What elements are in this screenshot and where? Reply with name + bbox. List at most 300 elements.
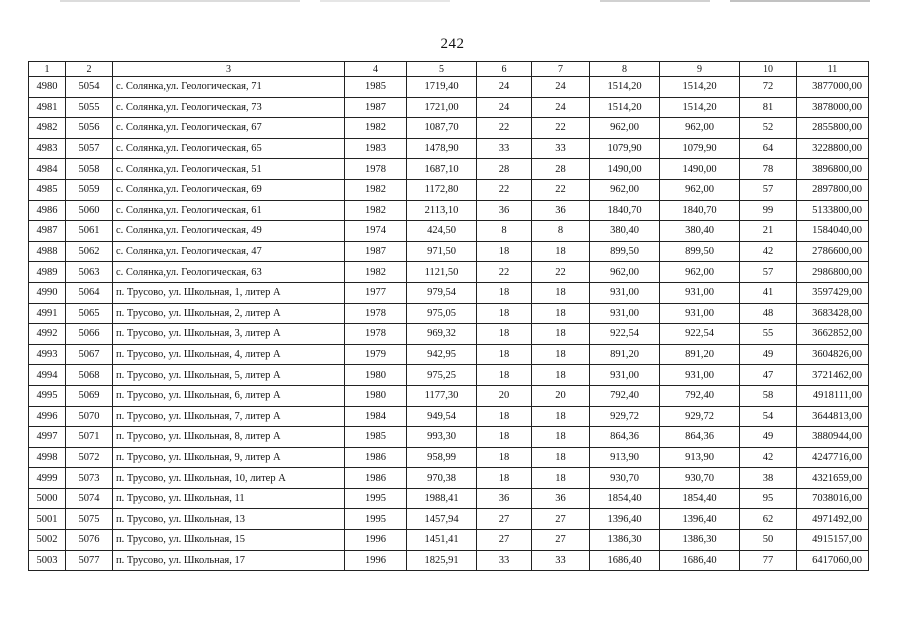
scan-artifact [730, 0, 870, 2]
column-9-value-cell: 792,40 [660, 385, 740, 406]
year-built-cell: 1982 [345, 179, 407, 200]
column-9-value-cell: 1386,30 [660, 530, 740, 551]
address-cell: с. Солянка,ул. Геологическая, 49 [113, 221, 345, 242]
total-area-cell: 1177,30 [407, 385, 477, 406]
year-built-cell: 1983 [345, 138, 407, 159]
column-8-value-cell: 913,90 [590, 447, 660, 468]
column-6-value-cell: 33 [477, 138, 532, 159]
total-area-cell: 1825,91 [407, 550, 477, 571]
column-9-value-cell: 1686,40 [660, 550, 740, 571]
cost-value-cell: 3662852,00 [797, 324, 869, 345]
column-6-value-cell: 18 [477, 303, 532, 324]
year-built-cell: 1977 [345, 282, 407, 303]
column-9-value-cell: 899,50 [660, 241, 740, 262]
cost-value-cell: 4971492,00 [797, 509, 869, 530]
address-cell: п. Трусово, ул. Школьная, 15 [113, 530, 345, 551]
table-row [29, 118, 869, 139]
column-8-value-cell: 864,36 [590, 427, 660, 448]
column-9-value-cell: 913,90 [660, 447, 740, 468]
column-6-value-cell: 22 [477, 118, 532, 139]
registry-number-cell: 5072 [66, 447, 113, 468]
column-7-value-cell: 33 [532, 138, 590, 159]
column-10-value-cell: 50 [740, 530, 797, 551]
column-10-value-cell: 49 [740, 344, 797, 365]
column-10-value-cell: 57 [740, 262, 797, 283]
column-7-value-cell: 36 [532, 200, 590, 221]
column-header-9: 9 [660, 62, 740, 77]
year-built-cell: 1995 [345, 509, 407, 530]
table-row [29, 447, 869, 468]
column-8-value-cell: 962,00 [590, 179, 660, 200]
table-row [29, 262, 869, 283]
column-6-value-cell: 18 [477, 447, 532, 468]
column-10-value-cell: 42 [740, 447, 797, 468]
year-built-cell: 1987 [345, 97, 407, 118]
column-8-value-cell: 931,00 [590, 365, 660, 386]
column-8-value-cell: 922,54 [590, 324, 660, 345]
table-row [29, 138, 869, 159]
column-6-value-cell: 27 [477, 530, 532, 551]
column-9-value-cell: 380,40 [660, 221, 740, 242]
table-row [29, 468, 869, 489]
column-9-value-cell: 962,00 [660, 118, 740, 139]
column-8-value-cell: 1079,90 [590, 138, 660, 159]
address-cell: п. Трусово, ул. Школьная, 8, литер А [113, 427, 345, 448]
row-index-cell: 4988 [29, 241, 66, 262]
address-cell: с. Солянка,ул. Геологическая, 71 [113, 77, 345, 98]
address-cell: с. Солянка,ул. Геологическая, 47 [113, 241, 345, 262]
column-8-value-cell: 380,40 [590, 221, 660, 242]
cost-value-cell: 3721462,00 [797, 365, 869, 386]
cost-value-cell: 3644813,00 [797, 406, 869, 427]
page-number: 242 [440, 36, 465, 52]
registry-number-cell: 5068 [66, 365, 113, 386]
column-7-value-cell: 18 [532, 447, 590, 468]
row-index-cell: 5002 [29, 530, 66, 551]
table-row [29, 97, 869, 118]
registry-number-cell: 5056 [66, 118, 113, 139]
table-row [29, 427, 869, 448]
row-index-cell: 4982 [29, 118, 66, 139]
address-cell: п. Трусово, ул. Школьная, 5, литер А [113, 365, 345, 386]
column-10-value-cell: 62 [740, 509, 797, 530]
registry-number-cell: 5076 [66, 530, 113, 551]
column-6-value-cell: 20 [477, 385, 532, 406]
registry-number-cell: 5060 [66, 200, 113, 221]
year-built-cell: 1986 [345, 447, 407, 468]
registry-number-cell: 5063 [66, 262, 113, 283]
registry-number-cell: 5073 [66, 468, 113, 489]
year-built-cell: 1978 [345, 324, 407, 345]
table-row [29, 179, 869, 200]
column-8-value-cell: 930,70 [590, 468, 660, 489]
cost-value-cell: 6417060,00 [797, 550, 869, 571]
column-header-5: 5 [407, 62, 477, 77]
row-index-cell: 4997 [29, 427, 66, 448]
row-index-cell: 4994 [29, 365, 66, 386]
address-cell: п. Трусово, ул. Школьная, 10, литер А [113, 468, 345, 489]
address-cell: п. Трусово, ул. Школьная, 13 [113, 509, 345, 530]
registry-number-cell: 5058 [66, 159, 113, 180]
total-area-cell: 975,25 [407, 365, 477, 386]
column-7-value-cell: 33 [532, 550, 590, 571]
cost-value-cell: 4915157,00 [797, 530, 869, 551]
year-built-cell: 1986 [345, 468, 407, 489]
column-8-value-cell: 962,00 [590, 118, 660, 139]
cost-value-cell: 3878000,00 [797, 97, 869, 118]
column-7-value-cell: 28 [532, 159, 590, 180]
column-10-value-cell: 21 [740, 221, 797, 242]
total-area-cell: 1087,70 [407, 118, 477, 139]
row-index-cell: 4989 [29, 262, 66, 283]
address-cell: п. Трусово, ул. Школьная, 9, литер А [113, 447, 345, 468]
address-cell: с. Солянка,ул. Геологическая, 69 [113, 179, 345, 200]
column-10-value-cell: 99 [740, 200, 797, 221]
column-9-value-cell: 1514,20 [660, 97, 740, 118]
row-index-cell: 5001 [29, 509, 66, 530]
row-index-cell: 4980 [29, 77, 66, 98]
table-row [29, 303, 869, 324]
column-6-value-cell: 24 [477, 77, 532, 98]
column-9-value-cell: 1840,70 [660, 200, 740, 221]
column-7-value-cell: 18 [532, 427, 590, 448]
column-8-value-cell: 792,40 [590, 385, 660, 406]
column-6-value-cell: 8 [477, 221, 532, 242]
total-area-cell: 1478,90 [407, 138, 477, 159]
column-8-value-cell: 1854,40 [590, 488, 660, 509]
registry-number-cell: 5054 [66, 77, 113, 98]
year-built-cell: 1978 [345, 303, 407, 324]
registry-number-cell: 5070 [66, 406, 113, 427]
year-built-cell: 1974 [345, 221, 407, 242]
total-area-cell: 1988,41 [407, 488, 477, 509]
address-cell: с. Солянка,ул. Геологическая, 61 [113, 200, 345, 221]
column-8-value-cell: 899,50 [590, 241, 660, 262]
year-built-cell: 1980 [345, 365, 407, 386]
column-6-value-cell: 27 [477, 509, 532, 530]
column-header-7: 7 [532, 62, 590, 77]
column-7-value-cell: 22 [532, 179, 590, 200]
address-cell: с. Солянка,ул. Геологическая, 51 [113, 159, 345, 180]
column-9-value-cell: 1490,00 [660, 159, 740, 180]
total-area-cell: 971,50 [407, 241, 477, 262]
column-7-value-cell: 22 [532, 118, 590, 139]
column-header-2: 2 [66, 62, 113, 77]
column-9-value-cell: 1396,40 [660, 509, 740, 530]
cost-value-cell: 3597429,00 [797, 282, 869, 303]
address-cell: с. Солянка,ул. Геологическая, 63 [113, 262, 345, 283]
registry-number-cell: 5066 [66, 324, 113, 345]
column-8-value-cell: 929,72 [590, 406, 660, 427]
scan-artifact [600, 0, 710, 2]
cost-value-cell: 2986800,00 [797, 262, 869, 283]
column-10-value-cell: 95 [740, 488, 797, 509]
total-area-cell: 1721,00 [407, 97, 477, 118]
column-9-value-cell: 1514,20 [660, 77, 740, 98]
total-area-cell: 1172,80 [407, 179, 477, 200]
year-built-cell: 1979 [345, 344, 407, 365]
row-index-cell: 4990 [29, 282, 66, 303]
total-area-cell: 949,54 [407, 406, 477, 427]
total-area-cell: 424,50 [407, 221, 477, 242]
table-row [29, 365, 869, 386]
cost-value-cell: 4321659,00 [797, 468, 869, 489]
column-10-value-cell: 38 [740, 468, 797, 489]
registry-number-cell: 5077 [66, 550, 113, 571]
registry-number-cell: 5074 [66, 488, 113, 509]
column-10-value-cell: 64 [740, 138, 797, 159]
address-cell: п. Трусово, ул. Школьная, 2, литер А [113, 303, 345, 324]
column-8-value-cell: 962,00 [590, 262, 660, 283]
scan-artifact [60, 0, 300, 2]
address-cell: с. Солянка,ул. Геологическая, 67 [113, 118, 345, 139]
column-8-value-cell: 1840,70 [590, 200, 660, 221]
registry-number-cell: 5062 [66, 241, 113, 262]
total-area-cell: 993,30 [407, 427, 477, 448]
year-built-cell: 1985 [345, 427, 407, 448]
registry-number-cell: 5069 [66, 385, 113, 406]
address-cell: п. Трусово, ул. Школьная, 4, литер А [113, 344, 345, 365]
table-row [29, 159, 869, 180]
cost-value-cell: 2897800,00 [797, 179, 869, 200]
address-cell: с. Солянка,ул. Геологическая, 73 [113, 97, 345, 118]
year-built-cell: 1982 [345, 200, 407, 221]
row-index-cell: 4983 [29, 138, 66, 159]
column-10-value-cell: 48 [740, 303, 797, 324]
year-built-cell: 1996 [345, 530, 407, 551]
cost-value-cell: 3683428,00 [797, 303, 869, 324]
year-built-cell: 1980 [345, 385, 407, 406]
row-index-cell: 4998 [29, 447, 66, 468]
address-cell: п. Трусово, ул. Школьная, 7, литер А [113, 406, 345, 427]
column-9-value-cell: 891,20 [660, 344, 740, 365]
cost-value-cell: 4918111,00 [797, 385, 869, 406]
address-cell: п. Трусово, ул. Школьная, 6, литер А [113, 385, 345, 406]
column-10-value-cell: 72 [740, 77, 797, 98]
total-area-cell: 942,95 [407, 344, 477, 365]
registry-number-cell: 5057 [66, 138, 113, 159]
column-10-value-cell: 77 [740, 550, 797, 571]
column-6-value-cell: 18 [477, 344, 532, 365]
column-7-value-cell: 18 [532, 241, 590, 262]
column-9-value-cell: 962,00 [660, 179, 740, 200]
column-9-value-cell: 930,70 [660, 468, 740, 489]
registry-number-cell: 5055 [66, 97, 113, 118]
registry-number-cell: 5059 [66, 179, 113, 200]
column-header-4: 4 [345, 62, 407, 77]
year-built-cell: 1982 [345, 118, 407, 139]
column-7-value-cell: 18 [532, 303, 590, 324]
table-row [29, 530, 869, 551]
column-7-value-cell: 36 [532, 488, 590, 509]
year-built-cell: 1982 [345, 262, 407, 283]
column-8-value-cell: 931,00 [590, 303, 660, 324]
column-10-value-cell: 54 [740, 406, 797, 427]
total-area-cell: 2113,10 [407, 200, 477, 221]
column-7-value-cell: 27 [532, 530, 590, 551]
table-row [29, 221, 869, 242]
register-table [28, 61, 869, 571]
row-index-cell: 4981 [29, 97, 66, 118]
cost-value-cell: 1584040,00 [797, 221, 869, 242]
column-9-value-cell: 1079,90 [660, 138, 740, 159]
column-header-6: 6 [477, 62, 532, 77]
cost-value-cell: 3896800,00 [797, 159, 869, 180]
cost-value-cell: 3880944,00 [797, 427, 869, 448]
column-6-value-cell: 36 [477, 488, 532, 509]
table-row [29, 488, 869, 509]
registry-number-cell: 5075 [66, 509, 113, 530]
scan-artifact [320, 0, 450, 2]
column-6-value-cell: 22 [477, 262, 532, 283]
column-10-value-cell: 42 [740, 241, 797, 262]
row-index-cell: 4992 [29, 324, 66, 345]
total-area-cell: 1457,94 [407, 509, 477, 530]
total-area-cell: 1121,50 [407, 262, 477, 283]
total-area-cell: 1451,41 [407, 530, 477, 551]
registry-number-cell: 5061 [66, 221, 113, 242]
column-8-value-cell: 1514,20 [590, 77, 660, 98]
table-row [29, 282, 869, 303]
address-cell: п. Трусово, ул. Школьная, 1, литер А [113, 282, 345, 303]
total-area-cell: 975,05 [407, 303, 477, 324]
column-9-value-cell: 929,72 [660, 406, 740, 427]
column-7-value-cell: 24 [532, 97, 590, 118]
column-9-value-cell: 962,00 [660, 262, 740, 283]
registry-number-cell: 5067 [66, 344, 113, 365]
column-7-value-cell: 18 [532, 344, 590, 365]
column-7-value-cell: 18 [532, 406, 590, 427]
column-10-value-cell: 41 [740, 282, 797, 303]
row-index-cell: 4987 [29, 221, 66, 242]
column-6-value-cell: 33 [477, 550, 532, 571]
row-index-cell: 4993 [29, 344, 66, 365]
column-8-value-cell: 1514,20 [590, 97, 660, 118]
column-10-value-cell: 47 [740, 365, 797, 386]
year-built-cell: 1987 [345, 241, 407, 262]
row-index-cell: 4985 [29, 179, 66, 200]
column-7-value-cell: 18 [532, 282, 590, 303]
table-row [29, 509, 869, 530]
column-6-value-cell: 18 [477, 282, 532, 303]
cost-value-cell: 7038016,00 [797, 488, 869, 509]
column-9-value-cell: 1854,40 [660, 488, 740, 509]
column-6-value-cell: 18 [477, 365, 532, 386]
column-10-value-cell: 57 [740, 179, 797, 200]
column-6-value-cell: 18 [477, 406, 532, 427]
year-built-cell: 1984 [345, 406, 407, 427]
column-6-value-cell: 18 [477, 324, 532, 345]
column-10-value-cell: 81 [740, 97, 797, 118]
address-cell: с. Солянка,ул. Геологическая, 65 [113, 138, 345, 159]
year-built-cell: 1985 [345, 77, 407, 98]
column-10-value-cell: 58 [740, 385, 797, 406]
cost-value-cell: 2855800,00 [797, 118, 869, 139]
column-7-value-cell: 20 [532, 385, 590, 406]
header-row [29, 62, 869, 77]
column-9-value-cell: 922,54 [660, 324, 740, 345]
column-6-value-cell: 18 [477, 427, 532, 448]
column-10-value-cell: 78 [740, 159, 797, 180]
row-index-cell: 4996 [29, 406, 66, 427]
table-row [29, 77, 869, 98]
cost-value-cell: 5133800,00 [797, 200, 869, 221]
column-8-value-cell: 1686,40 [590, 550, 660, 571]
column-10-value-cell: 52 [740, 118, 797, 139]
table-row [29, 200, 869, 221]
address-cell: п. Трусово, ул. Школьная, 3, литер А [113, 324, 345, 345]
table-body [29, 77, 869, 571]
column-9-value-cell: 931,00 [660, 303, 740, 324]
total-area-cell: 970,38 [407, 468, 477, 489]
table-row [29, 385, 869, 406]
column-7-value-cell: 24 [532, 77, 590, 98]
column-7-value-cell: 18 [532, 468, 590, 489]
year-built-cell: 1996 [345, 550, 407, 571]
cost-value-cell: 3604826,00 [797, 344, 869, 365]
registry-number-cell: 5064 [66, 282, 113, 303]
column-9-value-cell: 864,36 [660, 427, 740, 448]
address-cell: п. Трусово, ул. Школьная, 11 [113, 488, 345, 509]
row-index-cell: 4986 [29, 200, 66, 221]
column-7-value-cell: 8 [532, 221, 590, 242]
column-8-value-cell: 1386,30 [590, 530, 660, 551]
column-8-value-cell: 891,20 [590, 344, 660, 365]
column-8-value-cell: 1490,00 [590, 159, 660, 180]
table-row [29, 344, 869, 365]
total-area-cell: 979,54 [407, 282, 477, 303]
total-area-cell: 969,32 [407, 324, 477, 345]
row-index-cell: 4984 [29, 159, 66, 180]
column-6-value-cell: 24 [477, 97, 532, 118]
column-8-value-cell: 931,00 [590, 282, 660, 303]
table-header [29, 62, 869, 77]
total-area-cell: 1719,40 [407, 77, 477, 98]
cost-value-cell: 3228800,00 [797, 138, 869, 159]
table-row [29, 324, 869, 345]
table-row [29, 406, 869, 427]
cost-value-cell: 4247716,00 [797, 447, 869, 468]
year-built-cell: 1978 [345, 159, 407, 180]
row-index-cell: 4999 [29, 468, 66, 489]
total-area-cell: 1687,10 [407, 159, 477, 180]
column-7-value-cell: 22 [532, 262, 590, 283]
column-header-11: 11 [797, 62, 869, 77]
row-index-cell: 4991 [29, 303, 66, 324]
column-6-value-cell: 36 [477, 200, 532, 221]
cost-value-cell: 3877000,00 [797, 77, 869, 98]
total-area-cell: 958,99 [407, 447, 477, 468]
column-header-10: 10 [740, 62, 797, 77]
registry-number-cell: 5065 [66, 303, 113, 324]
column-9-value-cell: 931,00 [660, 365, 740, 386]
column-7-value-cell: 27 [532, 509, 590, 530]
column-10-value-cell: 49 [740, 427, 797, 448]
column-9-value-cell: 931,00 [660, 282, 740, 303]
column-10-value-cell: 55 [740, 324, 797, 345]
column-8-value-cell: 1396,40 [590, 509, 660, 530]
column-header-3: 3 [113, 62, 345, 77]
column-header-1: 1 [29, 62, 66, 77]
column-6-value-cell: 28 [477, 159, 532, 180]
address-cell: п. Трусово, ул. Школьная, 17 [113, 550, 345, 571]
column-7-value-cell: 18 [532, 365, 590, 386]
row-index-cell: 5000 [29, 488, 66, 509]
row-index-cell: 5003 [29, 550, 66, 571]
table-row [29, 550, 869, 571]
cost-value-cell: 2786600,00 [797, 241, 869, 262]
column-header-8: 8 [590, 62, 660, 77]
